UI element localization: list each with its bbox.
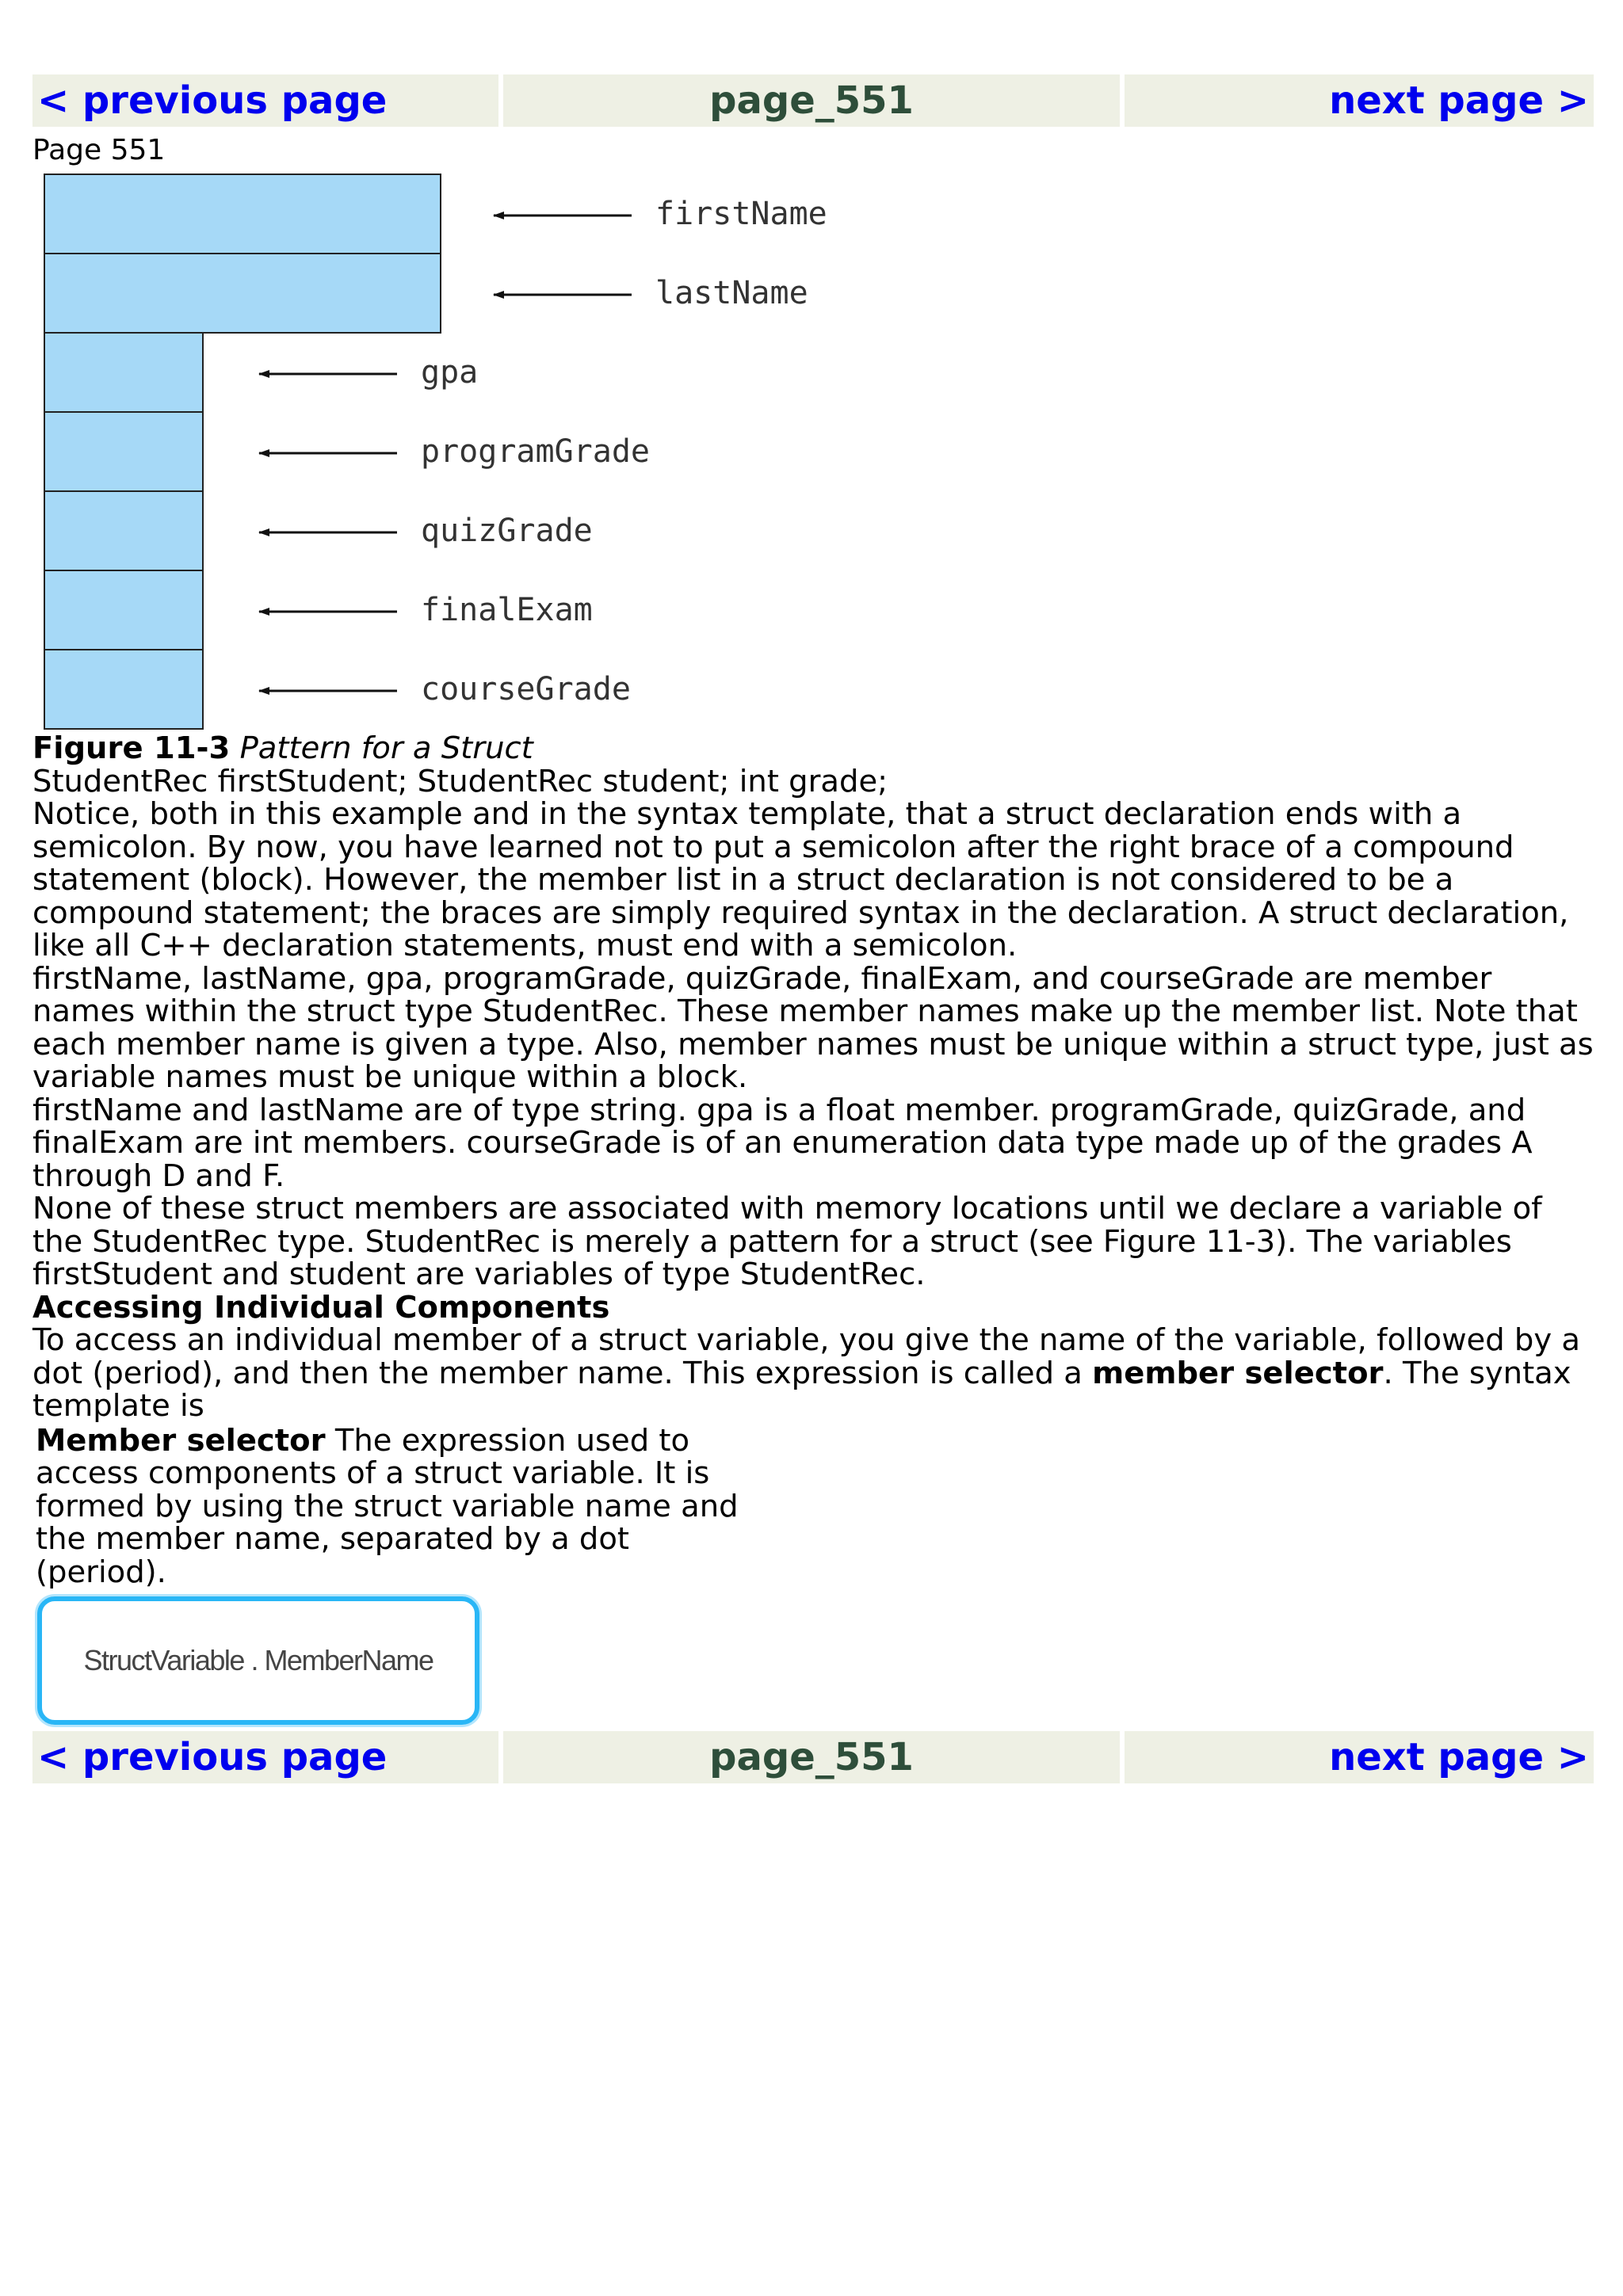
body-text	[32, 732, 1594, 1423]
paragraph-semicolon: Notice, both in this example and in the syntax template, that a struct declaration ends with a semicolon. By now, you have learned not to put a semicolon after the right brace of a compound statement (block). However, the member list in a struct declaration is not considered to be a compound statement; the braces are simply required syntax in the declaration. A struct declaration, like all C++ declaration statements, must end with a semicolon.	[32, 796, 1569, 963]
definition-sidebar	[32, 1422, 765, 1590]
paragraph-member-types: firstName and lastName are of type string. gpa is a float member. programGrade, quizGrade, and finalExam are int members. courseGrade is of an enumeration data type made up of the grades A through D and F.	[32, 1092, 1533, 1194]
page-label: page_551	[503, 74, 1120, 127]
member-box-firstName	[44, 174, 441, 254]
page	[32, 74, 1594, 1787]
section-heading: Accessing Individual Components	[32, 1289, 610, 1325]
caption-number: Figure 11-3	[32, 730, 231, 766]
label-quizGrade: quizGrade	[421, 513, 593, 549]
syntax-template-box	[37, 1596, 479, 1725]
top-navigation	[32, 74, 1594, 130]
figure-caption	[32, 732, 1594, 765]
paragraph-memory: None of these struct members are associated with memory locations until we declare a variable of the StudentRec type. StudentRec is merely a pattern for a struct (see Figure 11-3). The variables firstStudent and student are variables of type StudentRec.	[32, 1191, 1542, 1292]
label-gpa: gpa	[421, 354, 479, 391]
next-page-link[interactable]: next page >	[1125, 74, 1594, 127]
label-courseGrade: courseGrade	[421, 671, 631, 707]
member-box-finalExam	[44, 570, 203, 650]
member-box-gpa	[44, 333, 203, 412]
previous-page-link-bottom[interactable]: < previous page	[32, 1731, 498, 1783]
bottom-navigation	[32, 1731, 1594, 1787]
label-lastName: lastName	[655, 275, 808, 311]
member-box-programGrade	[44, 412, 203, 491]
syntax-template-text: StructVariable . MemberName	[83, 1644, 433, 1676]
label-finalExam: finalExam	[421, 592, 593, 628]
access-text-before: To access an individual member of a struct variable, you give the name of the variable, followed by a dot (period), and then the member name. This expression is called a	[32, 1322, 1580, 1391]
access-term: member selector	[1092, 1355, 1384, 1391]
paragraph-declaration: StudentRec firstStudent; StudentRec student; int grade;	[32, 763, 888, 799]
next-page-link-bottom[interactable]: next page >	[1125, 1731, 1594, 1783]
page-label-bottom: page_551	[503, 1731, 1120, 1783]
struct-pattern-figure	[32, 168, 904, 732]
previous-page-link[interactable]: < previous page	[32, 74, 498, 127]
member-box-courseGrade	[44, 650, 203, 729]
definition-text: The expression used to access components of a struct variable. It is formed by using the struct variable name and the member name, separated by a dot (period).	[36, 1422, 739, 1590]
paragraph-access	[32, 1324, 1594, 1423]
definition-term: Member selector	[36, 1422, 326, 1459]
label-programGrade: programGrade	[421, 433, 650, 470]
member-box-quizGrade	[44, 491, 203, 570]
member-box-lastName	[44, 254, 441, 333]
page-number: Page 551	[32, 134, 166, 166]
paragraph-member-names: firstName, lastName, gpa, programGrade, quizGrade, finalExam, and courseGrade are member names within the struct type StudentRec. These member names make up the member list. Note that each member name is given a type. Also, member names must be unique within a struct type, just as variable names must be unique within a block.	[32, 960, 1594, 1095]
label-firstName: firstName	[655, 196, 827, 232]
access-text-after: . The syntax template is	[32, 1355, 1571, 1424]
caption-title: Pattern for a Struct	[239, 730, 533, 766]
